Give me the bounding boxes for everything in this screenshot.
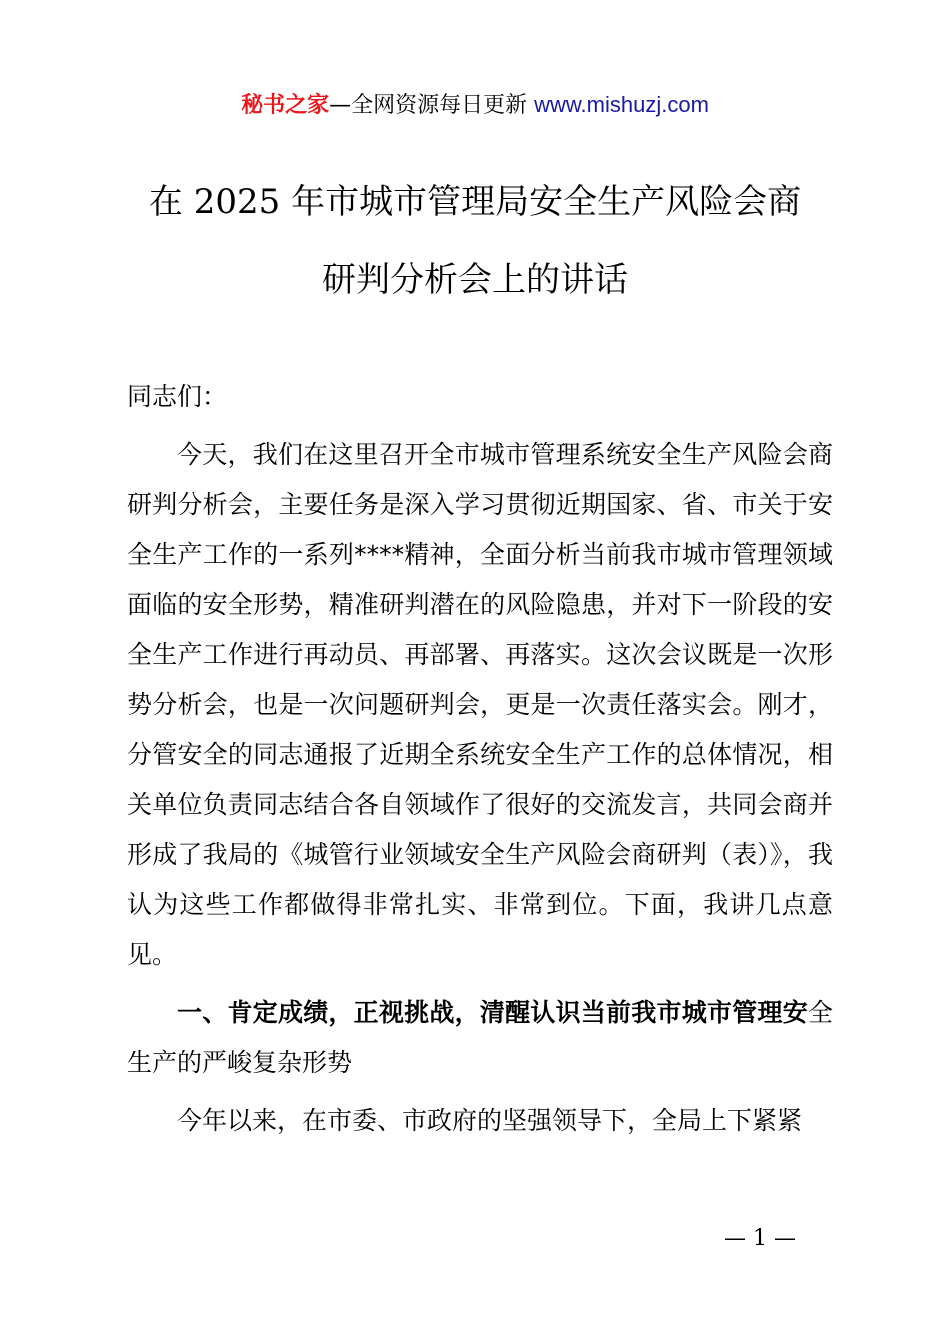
header-brand: 秘书之家 (241, 93, 330, 118)
page-number: — 1 — (724, 1226, 796, 1251)
site-header (0, 88, 950, 123)
document-title (100, 180, 850, 302)
salutation: 同志们： (127, 382, 228, 411)
header-tagline: —全网资源每日更新 (329, 93, 535, 118)
document-body (127, 372, 833, 1146)
paragraph-section-1: 今年以来，在市委、市政府的坚强领导下，全局上下紧紧 (177, 1106, 803, 1135)
title-line-1: 在 2025 年市城市管理局安全生产风险会商 (148, 182, 802, 222)
paragraph-intro: 今天，我们在这里召开全市城市管理系统安全生产风险会商研判分析会，主要任务是深入学习贯彻近期国家、省、市关于安全生产工作的一系列****精神，全面分析当前我市城市管理领域面临的安全形势，精准研判潜在的风险隐患，并对下一阶段的安全生产工作进行再动员、再部署、再落实。这次会议既是一次形势分析会，也是一次问题研判会，更是一次责任落实会。刚才，分管安全的同志通报了近期全系统安全生产工作的总体情况，相关单位负责同志结合各自领域作了很好的交流发言，共同会商并形成了我局的《城管行业领域安全生产风险会商研判（表）》，我认为这些工作都做得非常扎实、非常到位。下面，我讲几点意见。 (127, 440, 833, 969)
section-heading-1 (127, 988, 833, 1088)
header-site-url[interactable]: www.mishuzj.com (534, 92, 709, 117)
section-heading-1-bold: 一、肯定成绩，正视挑战，清醒认识当前我市城市管理安 (177, 998, 808, 1027)
section-heading-1-rest: 全生产的严峻复杂形势 (127, 998, 833, 1077)
title-line-2: 研判分析会上的讲话 (322, 260, 628, 300)
